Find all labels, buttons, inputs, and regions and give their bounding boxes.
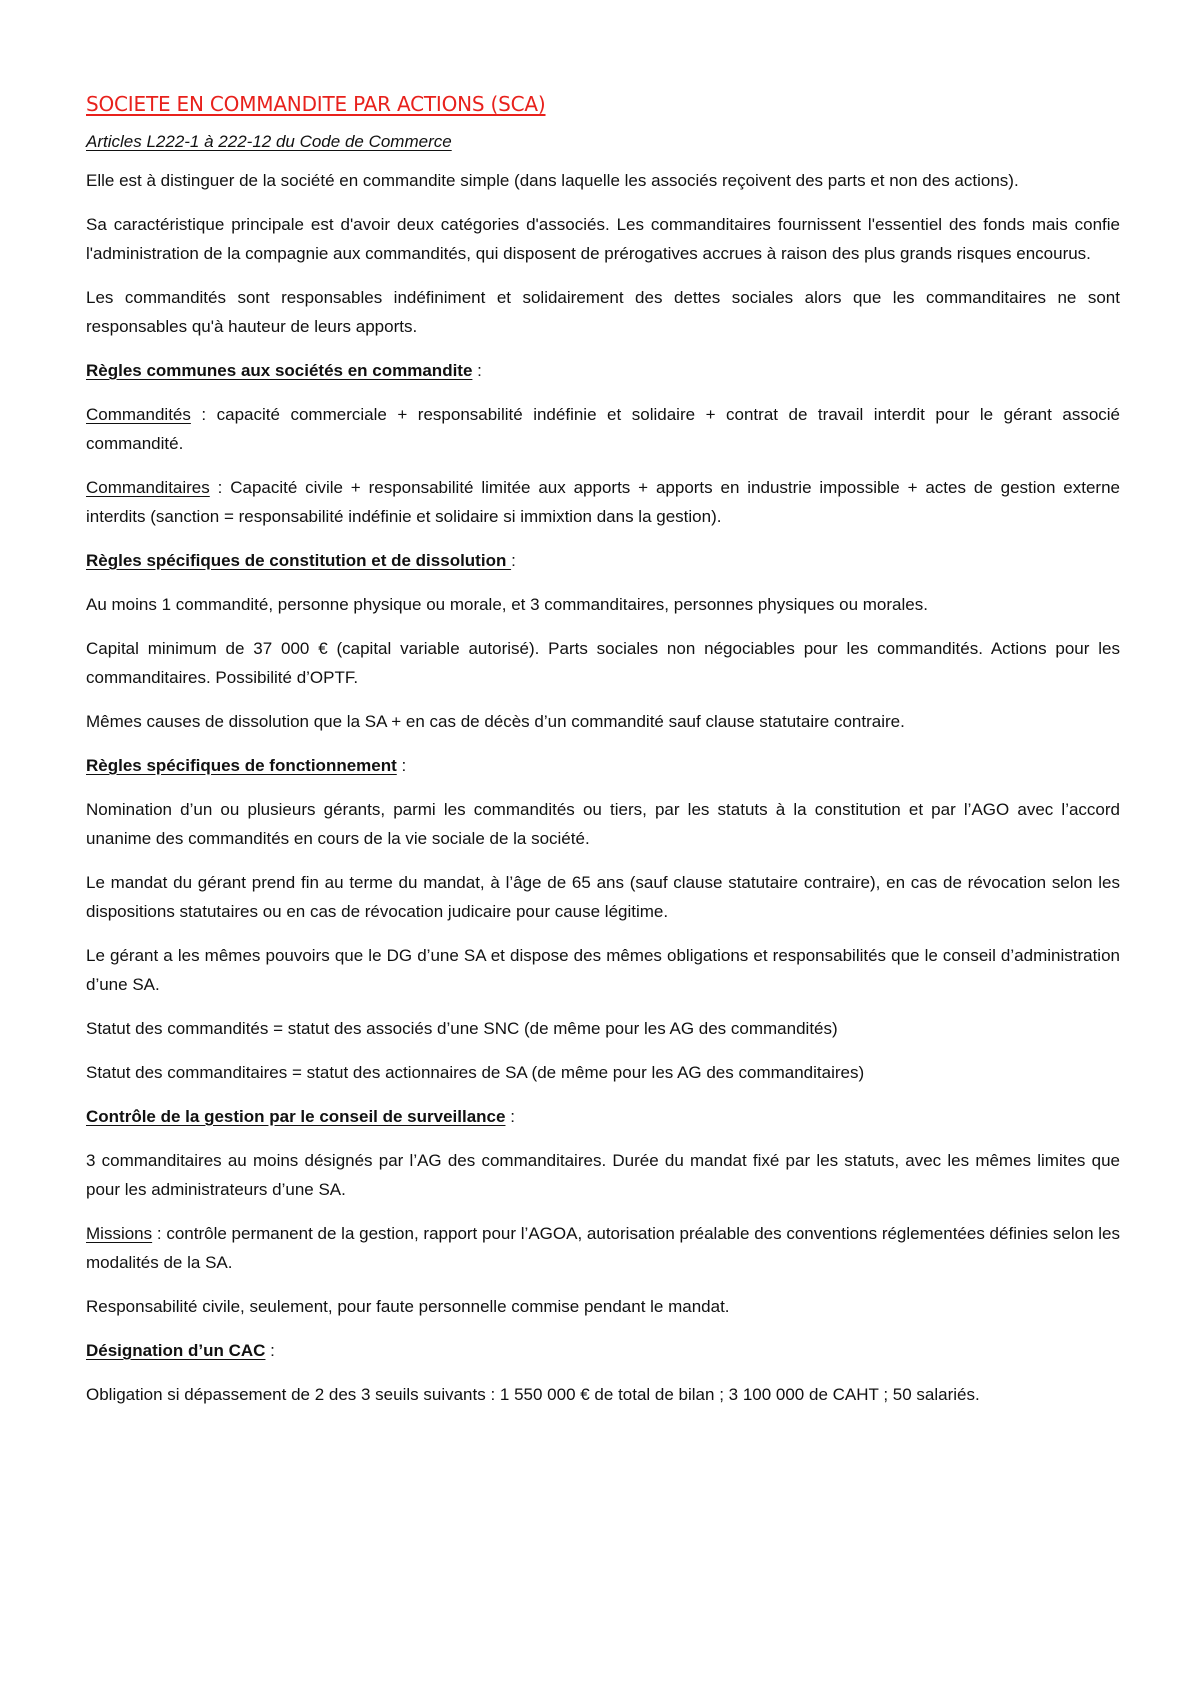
section-heading-cac	[86, 1336, 1120, 1365]
fonctionnement-paragraph-3: Le gérant a les mêmes pouvoirs que le DG d’une SA et dispose des mêmes obligations et responsabilités que le conseil d’administration d’une SA.	[86, 946, 1120, 994]
fonctionnement-paragraph-2: Le mandat du gérant prend fin au terme du mandat, à l’âge de 65 ans (sauf clause statutaire contraire), en cas de révocation selon les dispositions statutaires ou en cas de révocation judicaire pour cause légitime.	[86, 873, 1120, 921]
section-heading-text: Désignation d’un CAC	[86, 1341, 266, 1360]
fonctionnement-paragraph-4: Statut des commandités = statut des associés d’une SNC (de même pour les AG des commandités)	[86, 1019, 838, 1038]
fonctionnement-paragraph-1: Nomination d’un ou plusieurs gérants, parmi les commandités ou tiers, par les statuts à la constitution et par l’AGO avec l’accord unanime des commandités en cours de la vie sociale de la société.	[86, 800, 1120, 848]
commanditaires-paragraph	[86, 473, 1120, 531]
term-commandites: Commandités	[86, 405, 191, 424]
term-commanditaires: Commanditaires	[86, 478, 210, 497]
constitution-paragraph-1: Au moins 1 commandité, personne physique ou morale, et 3 commanditaires, personnes physiques ou morales.	[86, 595, 928, 614]
section-heading-text: Règles spécifiques de constitution et de dissolution	[86, 551, 512, 570]
cac-paragraph-1: Obligation si dépassement de 2 des 3 seuils suivants : 1 550 000 € de total de bilan ; 3 100 000 de CAHT ; 50 salariés.	[86, 1385, 980, 1404]
section-heading-common-rules	[86, 356, 1120, 385]
constitution-paragraph-3: Mêmes causes de dissolution que la SA + en cas de décès d’un commandité sauf clause statutaire contraire.	[86, 712, 905, 731]
section-heading-constitution	[86, 546, 1120, 575]
controle-paragraph-2: Responsabilité civile, seulement, pour faute personnelle commise pendant le mandat.	[86, 1297, 730, 1316]
section-heading-text: Contrôle de la gestion par le conseil de surveillance	[86, 1107, 506, 1126]
constitution-paragraph-2: Capital minimum de 37 000 € (capital variable autorisé). Parts sociales non négociables pour les commandités. Actions pour les commanditaires. Possibilité d’OPTF.	[86, 639, 1120, 687]
intro-paragraph-2: Sa caractéristique principale est d'avoir deux catégories d'associés. Les commanditaires fournissent l'essentiel des fonds mais confie l'administration de la compagnie aux commandités, qui disposent de prérogatives accrues à raison des plus grands risques encourus.	[86, 215, 1120, 263]
section-heading-controle	[86, 1102, 1120, 1131]
section-heading-text: Règles communes aux sociétés en commandite	[86, 361, 473, 380]
heading-colon: :	[511, 551, 516, 570]
intro-paragraph-3: Les commandités sont responsables indéfiniment et solidairement des dettes sociales alors que les commanditaires ne sont responsables qu'à hauteur de leurs apports.	[86, 288, 1120, 336]
document-title: SOCIETE EN COMMANDITE PAR ACTIONS (SCA)	[86, 92, 546, 116]
heading-colon: :	[396, 756, 407, 775]
commandites-text: : capacité commerciale + responsabilité indéfinie et solidaire + contrat de travail interdit pour le gérant associé commandité.	[86, 405, 1120, 453]
missions-text: : contrôle permanent de la gestion, rapport pour l’AGOA, autorisation préalable des conventions réglementées définies selon les modalités de la SA.	[86, 1224, 1120, 1272]
commandites-paragraph	[86, 400, 1120, 458]
section-heading-fonctionnement	[86, 751, 1120, 780]
heading-colon: :	[265, 1341, 275, 1360]
document-subtitle: Articles L222-1 à 222-12 du Code de Commerce	[86, 132, 452, 151]
term-missions: Missions	[86, 1224, 153, 1243]
heading-colon: :	[472, 361, 482, 380]
fonctionnement-paragraph-5: Statut des commanditaires = statut des actionnaires de SA (de même pour les AG des commanditaires)	[86, 1063, 865, 1082]
controle-paragraph-1: 3 commanditaires au moins désignés par l’AG des commanditaires. Durée du mandat fixé par les statuts, avec les mêmes limites que pour les administrateurs d’une SA.	[86, 1151, 1120, 1199]
missions-paragraph	[86, 1219, 1120, 1277]
commanditaires-text: : Capacité civile + responsabilité limitée aux apports + apports en industrie impossible + actes de gestion externe interdits (sanction = responsabilité indéfinie et solidaire si immixtion dans la gestion).	[86, 478, 1120, 526]
heading-colon: :	[505, 1107, 515, 1126]
intro-paragraph-1: Elle est à distinguer de la société en commandite simple (dans laquelle les associés reçoivent des parts et non des actions).	[86, 171, 1019, 190]
section-heading-text: Règles spécifiques de fonctionnement	[86, 756, 397, 775]
document-page	[86, 92, 1120, 1424]
